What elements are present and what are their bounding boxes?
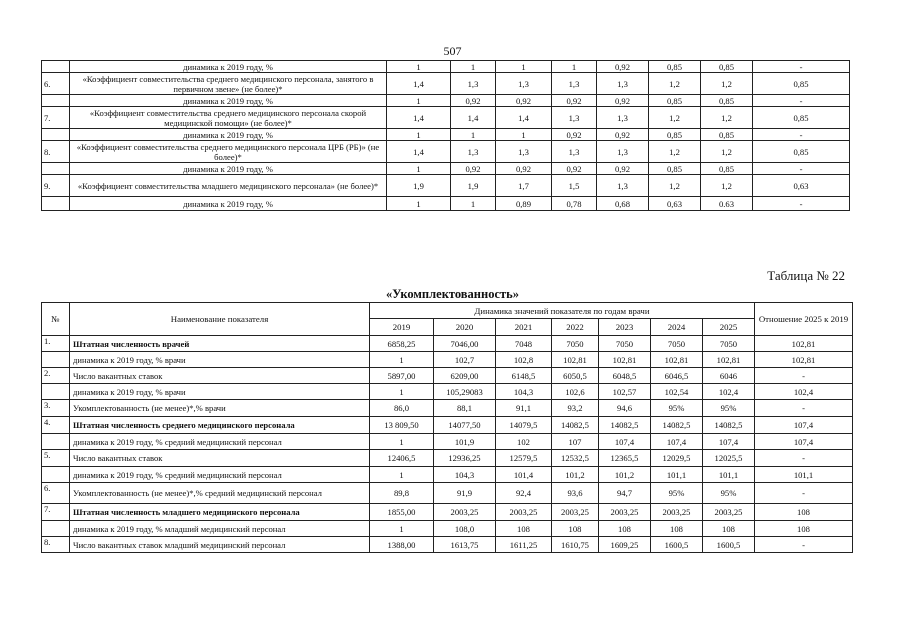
value-cell: 1,3 xyxy=(552,73,597,95)
value-cell: 1,3 xyxy=(451,141,496,163)
indicator-name: динамика к 2019 году, % младший медицинский персонал xyxy=(70,521,370,537)
value-cell: 92,4 xyxy=(496,483,552,504)
row-number: 2. xyxy=(42,368,70,384)
ratio-cell: 102,81 xyxy=(755,336,853,352)
value-cell: 102,7 xyxy=(434,352,496,368)
value-cell: 95% xyxy=(703,400,755,417)
value-cell: 1613,75 xyxy=(434,537,496,553)
value-cell: 91,9 xyxy=(434,483,496,504)
value-cell: 93,6 xyxy=(552,483,599,504)
value-cell: 1 xyxy=(496,61,552,73)
value-cell: 1,4 xyxy=(387,107,451,129)
value-cell: 1 xyxy=(496,129,552,141)
value-cell: 1 xyxy=(552,61,597,73)
value-cell: 0,92 xyxy=(496,163,552,175)
value-cell: 7050 xyxy=(703,336,755,352)
value-cell: 1600,5 xyxy=(703,537,755,553)
value-cell: 0,92 xyxy=(597,61,649,73)
coefficient-table xyxy=(41,60,850,211)
value-cell: 0,92 xyxy=(597,95,649,107)
indicator-name: динамика к 2019 году, % xyxy=(70,61,387,73)
value-cell: 0,92 xyxy=(451,95,496,107)
indicator-name: динамика к 2019 году, % врачи xyxy=(70,352,370,368)
table-title: «Укомплектованность» xyxy=(385,287,520,301)
staffing-table-body xyxy=(42,336,853,553)
row-number xyxy=(42,95,70,107)
indicator-name: Штатная численность младшего медицинского персонала xyxy=(70,504,370,521)
value-cell: 102,8 xyxy=(496,352,552,368)
value-cell: 108 xyxy=(703,521,755,537)
row-number: 7. xyxy=(42,107,70,129)
indicator-name: Укомплектованность (не менее)*,% средний медицинский персонал xyxy=(70,483,370,504)
value-cell: 91,1 xyxy=(496,400,552,417)
value-cell: 107,4 xyxy=(651,434,703,450)
value-cell: 6050,5 xyxy=(552,368,599,384)
value-cell: 1,2 xyxy=(701,73,753,95)
row-number: 3. xyxy=(42,400,70,417)
ratio-cell: - xyxy=(753,197,850,211)
ratio-cell: - xyxy=(753,129,850,141)
value-cell: 0,85 xyxy=(649,61,701,73)
row-number xyxy=(42,467,70,483)
value-cell: 1609,25 xyxy=(599,537,651,553)
table-row xyxy=(42,163,850,175)
table-row xyxy=(42,61,850,73)
indicator-name: «Коэффициент совместительства среднего медицинского персонала скорой медицинской помощи» (не более)* xyxy=(70,107,387,129)
value-cell: 14077,50 xyxy=(434,417,496,434)
value-cell: 12365,5 xyxy=(599,450,651,467)
table-row xyxy=(42,197,850,211)
ratio-cell: 0,85 xyxy=(753,107,850,129)
value-cell: 0,85 xyxy=(701,129,753,141)
ratio-cell: - xyxy=(755,368,853,384)
header-num: № xyxy=(42,303,70,336)
value-cell: 0,89 xyxy=(496,197,552,211)
value-cell: 101,4 xyxy=(496,467,552,483)
value-cell: 1 xyxy=(387,163,451,175)
row-number: 8. xyxy=(42,537,70,553)
value-cell: 102,81 xyxy=(703,352,755,368)
ratio-cell: - xyxy=(755,537,853,553)
ratio-cell: - xyxy=(755,450,853,467)
ratio-cell: 0,85 xyxy=(753,73,850,95)
ratio-cell: - xyxy=(755,400,853,417)
value-cell: 0,63 xyxy=(649,197,701,211)
value-cell: 95% xyxy=(651,400,703,417)
row-number: 6. xyxy=(42,483,70,504)
value-cell: 101,1 xyxy=(651,467,703,483)
table-row xyxy=(42,467,853,483)
indicator-name: динамика к 2019 году, % xyxy=(70,197,387,211)
indicator-name: динамика к 2019 году, % xyxy=(70,95,387,107)
table-row xyxy=(42,336,853,352)
value-cell: 1 xyxy=(387,197,451,211)
value-cell: 1,3 xyxy=(552,107,597,129)
value-cell: 107,4 xyxy=(599,434,651,450)
value-cell: 12532,5 xyxy=(552,450,599,467)
ratio-cell: 101,1 xyxy=(755,467,853,483)
value-cell: 14082,5 xyxy=(599,417,651,434)
table-row xyxy=(42,107,850,129)
row-number: 6. xyxy=(42,73,70,95)
row-number xyxy=(42,61,70,73)
value-cell: 1 xyxy=(370,434,434,450)
value-cell: 102,54 xyxy=(651,384,703,400)
table-row xyxy=(42,417,853,434)
value-cell: 6209,00 xyxy=(434,368,496,384)
value-cell: 1,4 xyxy=(387,73,451,95)
header-year: 2023 xyxy=(599,319,651,336)
ratio-cell: - xyxy=(753,163,850,175)
value-cell: 1 xyxy=(451,129,496,141)
table-row xyxy=(42,352,853,368)
value-cell: 7050 xyxy=(651,336,703,352)
value-cell: 7048 xyxy=(496,336,552,352)
header-year: 2022 xyxy=(552,319,599,336)
row-number: 1. xyxy=(42,336,70,352)
value-cell: 94,6 xyxy=(599,400,651,417)
value-cell: 95% xyxy=(703,483,755,504)
value-cell: 14082,5 xyxy=(552,417,599,434)
value-cell: 0,85 xyxy=(701,61,753,73)
value-cell: 12406,5 xyxy=(370,450,434,467)
value-cell: 89,8 xyxy=(370,483,434,504)
value-cell: 1 xyxy=(451,197,496,211)
value-cell: 95% xyxy=(651,483,703,504)
value-cell: 1 xyxy=(370,352,434,368)
table-row xyxy=(42,384,853,400)
value-cell: 1,3 xyxy=(496,73,552,95)
indicator-name: Число вакантных ставок младший медицинский персонал xyxy=(70,537,370,553)
value-cell: 1 xyxy=(370,521,434,537)
ratio-cell: 0,85 xyxy=(753,141,850,163)
value-cell: 1,2 xyxy=(701,141,753,163)
ratio-cell: - xyxy=(755,483,853,504)
value-cell: 1,5 xyxy=(552,175,597,197)
value-cell: 102,57 xyxy=(599,384,651,400)
row-number xyxy=(42,163,70,175)
value-cell: 1611,25 xyxy=(496,537,552,553)
value-cell: 12936,25 xyxy=(434,450,496,467)
table-row xyxy=(42,95,850,107)
table-row xyxy=(42,434,853,450)
value-cell: 1 xyxy=(370,384,434,400)
indicator-name: Штатная численность врачей xyxy=(70,336,370,352)
ratio-cell: 107,4 xyxy=(755,417,853,434)
ratio-cell: 0,63 xyxy=(753,175,850,197)
value-cell: 6048,5 xyxy=(599,368,651,384)
value-cell: 7050 xyxy=(552,336,599,352)
row-number xyxy=(42,129,70,141)
row-number: 4. xyxy=(42,417,70,434)
value-cell: 7046,00 xyxy=(434,336,496,352)
value-cell: 1,3 xyxy=(552,141,597,163)
value-cell: 107 xyxy=(552,434,599,450)
header-year: 2020 xyxy=(434,319,496,336)
value-cell: 2003,25 xyxy=(703,504,755,521)
header-name: Наименование показателя xyxy=(70,303,370,336)
value-cell: 5897,00 xyxy=(370,368,434,384)
value-cell: 108 xyxy=(651,521,703,537)
value-cell: 105,29083 xyxy=(434,384,496,400)
ratio-cell: 108 xyxy=(755,504,853,521)
indicator-name: динамика к 2019 году, % xyxy=(70,163,387,175)
header-year: 2021 xyxy=(496,319,552,336)
row-number xyxy=(42,197,70,211)
value-cell: 1,2 xyxy=(649,107,701,129)
value-cell: 1,4 xyxy=(496,107,552,129)
value-cell: 1,4 xyxy=(451,107,496,129)
value-cell: 14082,5 xyxy=(703,417,755,434)
value-cell: 1,2 xyxy=(649,141,701,163)
row-number xyxy=(42,521,70,537)
value-cell: 1,3 xyxy=(451,73,496,95)
indicator-name: Укомплектованность (не менее)*,% врачи xyxy=(70,400,370,417)
value-cell: 107,4 xyxy=(703,434,755,450)
page-number: 507 xyxy=(443,44,462,58)
table-caption: Таблица № 22 xyxy=(767,268,845,283)
table-row xyxy=(42,129,850,141)
value-cell: 0,92 xyxy=(552,95,597,107)
indicator-name: Число вакантных ставок xyxy=(70,450,370,467)
value-cell: 94,7 xyxy=(599,483,651,504)
indicator-name: Число вакантных ставок xyxy=(70,368,370,384)
row-number: 7. xyxy=(42,504,70,521)
table-row xyxy=(42,450,853,467)
value-cell: 102,6 xyxy=(552,384,599,400)
row-number: 8. xyxy=(42,141,70,163)
header-ratio: Отношение 2025 к 2019 xyxy=(755,303,853,336)
row-number xyxy=(42,352,70,368)
indicator-name: динамика к 2019 году, % врачи xyxy=(70,384,370,400)
table-row xyxy=(42,73,850,95)
table-row xyxy=(42,537,853,553)
value-cell: 102,81 xyxy=(651,352,703,368)
value-cell: 1,2 xyxy=(701,175,753,197)
value-cell: 0,68 xyxy=(597,197,649,211)
value-cell: 104,3 xyxy=(434,467,496,483)
value-cell: 1,4 xyxy=(387,141,451,163)
value-cell: 6046,5 xyxy=(651,368,703,384)
indicator-name: динамика к 2019 году, % средний медицинский персонал xyxy=(70,434,370,450)
value-cell: 12025,5 xyxy=(703,450,755,467)
value-cell: 0,85 xyxy=(649,95,701,107)
header-dynamics: Динамика значений показателя по годам врачи xyxy=(370,303,755,319)
value-cell: 0,92 xyxy=(451,163,496,175)
value-cell: 1388,00 xyxy=(370,537,434,553)
value-cell: 2003,25 xyxy=(599,504,651,521)
value-cell: 0,92 xyxy=(552,163,597,175)
value-cell: 0,85 xyxy=(649,163,701,175)
row-number: 9. xyxy=(42,175,70,197)
value-cell: 1 xyxy=(370,467,434,483)
value-cell: 6148,5 xyxy=(496,368,552,384)
value-cell: 6046 xyxy=(703,368,755,384)
indicator-name: динамика к 2019 году, % xyxy=(70,129,387,141)
value-cell: 1,7 xyxy=(496,175,552,197)
value-cell: 7050 xyxy=(599,336,651,352)
value-cell: 1,9 xyxy=(387,175,451,197)
ratio-cell: 108 xyxy=(755,521,853,537)
value-cell: 108,0 xyxy=(434,521,496,537)
staffing-table xyxy=(41,302,853,553)
indicator-name: «Коэффициент совместительства младшего медицинского персонала» (не более)* xyxy=(70,175,387,197)
row-number xyxy=(42,434,70,450)
value-cell: 93,2 xyxy=(552,400,599,417)
value-cell: 1 xyxy=(387,129,451,141)
value-cell: 1,3 xyxy=(597,107,649,129)
value-cell: 102,81 xyxy=(552,352,599,368)
value-cell: 102,4 xyxy=(703,384,755,400)
indicator-name: Штатная численность среднего медицинского персонала xyxy=(70,417,370,434)
value-cell: 14079,5 xyxy=(496,417,552,434)
table-row xyxy=(42,368,853,384)
value-cell: 12579,5 xyxy=(496,450,552,467)
value-cell: 1,2 xyxy=(701,107,753,129)
value-cell: 101,1 xyxy=(703,467,755,483)
header-year: 2025 xyxy=(703,319,755,336)
value-cell: 108 xyxy=(496,521,552,537)
value-cell: 0,92 xyxy=(552,129,597,141)
value-cell: 86,0 xyxy=(370,400,434,417)
value-cell: 0.63 xyxy=(701,197,753,211)
value-cell: 1855,00 xyxy=(370,504,434,521)
value-cell: 0,85 xyxy=(701,95,753,107)
value-cell: 1,2 xyxy=(649,73,701,95)
indicator-name: «Коэффициент совместительства среднего медицинского персонала ЦРБ (РБ)» (не более)* xyxy=(70,141,387,163)
indicator-name: динамика к 2019 году, % средний медицинский персонал xyxy=(70,467,370,483)
table-row xyxy=(42,175,850,197)
value-cell: 14082,5 xyxy=(651,417,703,434)
value-cell: 0,85 xyxy=(649,129,701,141)
value-cell: 1600,5 xyxy=(651,537,703,553)
value-cell: 0,85 xyxy=(701,163,753,175)
value-cell: 2003,25 xyxy=(496,504,552,521)
value-cell: 6858,25 xyxy=(370,336,434,352)
ratio-cell: 102,4 xyxy=(755,384,853,400)
value-cell: 104,3 xyxy=(496,384,552,400)
table-row xyxy=(42,504,853,521)
value-cell: 101,2 xyxy=(599,467,651,483)
value-cell: 102 xyxy=(496,434,552,450)
value-cell: 2003,25 xyxy=(434,504,496,521)
coefficient-table-body xyxy=(42,61,850,211)
table-row xyxy=(42,483,853,504)
indicator-name: «Коэффициент совместительства среднего медицинского персонала, занятого в первичном звене» (не более)* xyxy=(70,73,387,95)
row-number: 5. xyxy=(42,450,70,467)
value-cell: 1,3 xyxy=(597,141,649,163)
value-cell: 0,92 xyxy=(597,163,649,175)
value-cell: 13 809,50 xyxy=(370,417,434,434)
value-cell: 1,9 xyxy=(451,175,496,197)
value-cell: 101,9 xyxy=(434,434,496,450)
value-cell: 0,92 xyxy=(597,129,649,141)
value-cell: 101,2 xyxy=(552,467,599,483)
value-cell: 1 xyxy=(387,95,451,107)
value-cell: 1 xyxy=(387,61,451,73)
table-row xyxy=(42,141,850,163)
ratio-cell: - xyxy=(753,95,850,107)
value-cell: 108 xyxy=(552,521,599,537)
value-cell: 102,81 xyxy=(599,352,651,368)
value-cell: 1610,75 xyxy=(552,537,599,553)
value-cell: 1,2 xyxy=(649,175,701,197)
row-number xyxy=(42,384,70,400)
value-cell: 1,3 xyxy=(496,141,552,163)
value-cell: 88,1 xyxy=(434,400,496,417)
ratio-cell: 102,81 xyxy=(755,352,853,368)
value-cell: 12029,5 xyxy=(651,450,703,467)
value-cell: 0,92 xyxy=(496,95,552,107)
table-row xyxy=(42,400,853,417)
value-cell: 1,3 xyxy=(597,175,649,197)
ratio-cell: - xyxy=(753,61,850,73)
ratio-cell: 107,4 xyxy=(755,434,853,450)
value-cell: 1,3 xyxy=(597,73,649,95)
value-cell: 1 xyxy=(451,61,496,73)
header-year: 2024 xyxy=(651,319,703,336)
header-year: 2019 xyxy=(370,319,434,336)
table-row xyxy=(42,521,853,537)
value-cell: 108 xyxy=(599,521,651,537)
value-cell: 2003,25 xyxy=(651,504,703,521)
value-cell: 0,78 xyxy=(552,197,597,211)
value-cell: 2003,25 xyxy=(552,504,599,521)
